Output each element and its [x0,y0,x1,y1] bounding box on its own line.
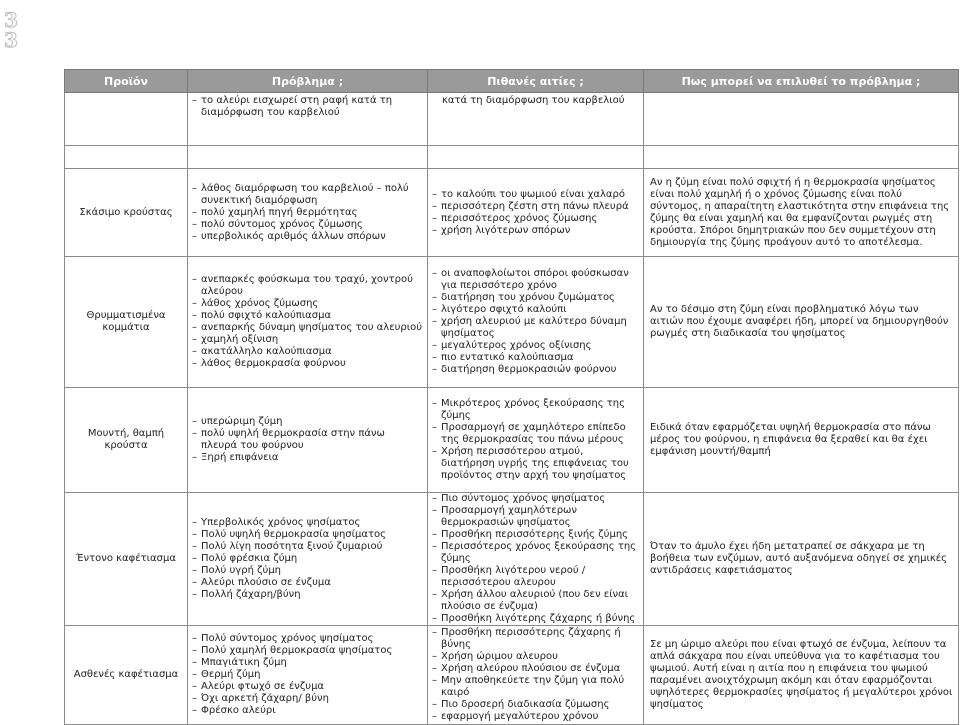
continuation-row [65,93,959,146]
list-item: – Φρέσκο αλεύρι [192,705,423,717]
list-item: – Περισσότερος χρόνος ξεκούρασης της ζύμης [432,541,639,565]
list-item: – διατήρηση του χρόνου ζυμώματος [432,292,639,304]
list-item: – περισσότερος χρόνος ζύμωσης [432,213,639,225]
list-item: – Μην αποθηκεύετε την ζύμη για πολύ καιρό [432,675,639,699]
problems-list [192,633,423,717]
cell-problems [188,493,428,626]
table-row [65,626,959,725]
list-item: – Αλεύρι πλούσιο σε ένζυμα [192,577,423,589]
problems-list [192,183,423,243]
cell-solution [644,93,959,146]
page-mark-digit: 3 [4,8,18,32]
spacer-row [65,146,959,169]
cell-problems [188,388,428,493]
list-item: – λάθος διαμόρφωση του καρβελιού – πολύ συνεκτική διαμόρφωση [192,183,423,207]
cell-product [65,93,188,146]
list-item: – διατήρηση θερμοκρασιών φούρνου [432,364,639,376]
list-item: – ακατάλληλο καλούπιασμα [192,346,423,358]
cell-causes [428,257,644,388]
list-item: – πιο εντατικό καλούπιασμα [432,352,639,364]
list-item: – Πολύ υψηλή θερμοκρασία ψησίματος [192,529,423,541]
product-name: Σκάσιμο κρούστας [65,169,188,257]
cell-solution: Αν το δέσιμο στη ζύμη είναι προβληματικό λόγω των αιτιών που έχουμε αναφέρει ήδη, μπορεί να δημιουργηθούν ρωγμές στη διαδικασία του ψησίματος [644,257,959,388]
list-item: – Πολύ χαμηλή θερμοκρασία ψησίματος [192,645,423,657]
list-item: – Προσθήκη λιγότερης ζάχαρης ή βύνης [432,613,639,625]
list-item: – Όχι αρκετή ζάχαρη/ βύνη [192,693,423,705]
problems-list [192,95,423,119]
cell-solution: Ειδικά όταν εφαρμόζεται υψηλή θερμοκρασία στο πάνω μέρος του φούρνου, η επιφάνεια θα ξεραθεί και θα έχει εμφάνιση μουντή/θαμπή [644,388,959,493]
list-item: – Χρήση περισσότερου ατμού, διατήρηση υγρής της επιφάνειας του προϊόντος στην αρχή του ψησίματος [432,446,639,482]
problems-list [192,274,423,370]
page-corner-mark [4,10,18,50]
list-item: – Πολύ σύντομος χρόνος ψησίματος [192,633,423,645]
cell-causes: κατά τη διαμόρφωση του καρβελιού [428,93,644,146]
list-item: – Πολύ λίγη ποσότητα ξινού ζυμαριού [192,541,423,553]
cell-causes [428,626,644,725]
list-item: – Προσθήκη περισσότερης ξινής ζύμης [432,529,639,541]
list-item: – Προσθήκη λιγότερου νερού / περισσότερου αλευρου [432,565,639,589]
header-product: Προϊόν [65,70,188,93]
causes-list [432,493,639,625]
list-item: – Χρήση αλεύρου πλούσιου σε ένζυμα [432,663,639,675]
cell-causes [428,388,644,493]
list-item: – χρήση λιγότερων σπόρων [432,225,639,237]
table-row [65,388,959,493]
causes-list [432,268,639,376]
list-item: – Ξηρή επιφάνεια [192,452,423,464]
list-item: – πολύ σύντομος χρόνος ζύμωσης [192,219,423,231]
list-item: – Χρήση άλλου αλευριού (που δεν είναι πλούσιο σε ένζυμα) [432,589,639,613]
list-item: – μεγαλύτερος χρόνος οξίνισης [432,340,639,352]
list-item: – ανεπαρκές φούσκωμα του τραχύ, χοντρού αλεύρου [192,274,423,298]
list-item: – Προσαρμογή σε χαμηλότερο επίπεδο της θερμοκρασίας του πάνω μέρους [432,422,639,446]
list-item: – Πολύ υγρή ζύμη [192,565,423,577]
cell-solution: Όταν το άμυλο έχει ήδη μετατραπεί σε σάκχαρα με τη βοήθεια των ενζύμων, αυτό αυξανόμενα οδηγεί σε χημικές αντιδράσεις καφετιάσματος [644,493,959,626]
list-item: – Πολλή ζάχαρη/βύνη [192,589,423,601]
table-row [65,169,959,257]
table-header-row [65,70,959,93]
list-item: – υπερβολικός αριθμός άλλων σπόρων [192,231,423,243]
list-item: – ανεπαρκής δύναμη ψησίματος του αλευριού [192,322,423,334]
list-item: – Πολύ φρέσκια ζύμη [192,553,423,565]
causes-list [432,627,639,723]
list-item: – χαμηλή οξίνιση [192,334,423,346]
list-item: – πολύ χαμηλή πηγή θερμότητας [192,207,423,219]
table-row [65,493,959,626]
list-item: – Χρήση ώριμου αλευρου [432,651,639,663]
header-solution: Πως μπορεί να επιλυθεί το πρόβλημα ; [644,70,959,93]
list-item: – οι αναποφλοίωτοι σπόροι φούσκωσαν για περισσότερο χρόνο [432,268,639,292]
list-item: – υπερώριμη ζύμη [192,416,423,428]
cell-problems [188,257,428,388]
list-item: – λιγότερο σφιχτό καλούπι [432,304,639,316]
list-item: – πολύ σφιχτό καλούπιασμα [192,310,423,322]
cell-solution: Αν η ζύμη είναι πολύ σφιχτή ή η θερμοκρασία ψησίματος είναι πολύ χαμηλή ή ο χρόνος ζύμωσης είναι πολύ σύντομος, η απαραίτητη ελαστικότητα στην επιφάνεια της ζύμης θα είναι χαμηλή και θα εμφανίζονται ρωγμές στη κρούστα. Σπόροι δημητριακών που δεν συμμετέχουν στη δημιουργία της ζύμης προάγουν αυτό το αποτέλεσμα. [644,169,959,257]
list-item: – Πιο σύντομος χρόνος ψησίματος [432,493,639,505]
product-name: Έντονο καφέτιασμα [65,493,188,626]
list-item: – εφαρμογή μεγαλύτερου χρόνου [432,711,639,723]
cell-causes [428,169,644,257]
list-item: – Πιο δροσερή διαδικασία ζύμωσης [432,699,639,711]
bread-problems-table [64,69,959,725]
header-causes: Πιθανές αιτίες ; [428,70,644,93]
list-item: – περισσότερη ζέστη στη πάνω πλευρά [432,201,639,213]
product-name: Μουντή, θαμπή κρούστα [65,388,188,493]
table-row [65,257,959,388]
problems-list [192,416,423,464]
list-item: – Προσαρμογή χαμηλότερων θερμοκρασιών ψησίματος [432,505,639,529]
page-mark-digit: 3 [4,28,18,52]
list-item: – λάθος χρόνος ζύμωσης [192,298,423,310]
list-item: – χρήση αλευριού με καλύτερο δύναμη ψησίματος [432,316,639,340]
list-item: – Υπερβολικός χρόνος ψησίματος [192,517,423,529]
causes-list [432,398,639,482]
cell-solution: Σε μη ώριμο αλεύρι που είναι φτωχό σε ένζυμα, λείπουν τα απλά σάκχαρα που είναι υπεύθυνα για το καφέτιασμα του ψωμιού. Αυτή είναι η αιτία που η επιφάνεια του ψωμιού παραμένει ανοιχτόχρωμη ακόμη και όταν εφαρμόζονται υψηλότερες θερμοκρασίες ψησίματος ή μεγαλύτεροι χρόνοι ψησίματος [644,626,959,725]
list-item: – Αλεύρι φτωχό σε ένζυμα [192,681,423,693]
list-item: – πολύ υψηλή θερμοκρασία στην πάνω πλευρά του φούρνου [192,428,423,452]
product-name: Θρυμματισμένα κομμάτια [65,257,188,388]
list-item: – Θερμή ζύμη [192,669,423,681]
cell-problems [188,626,428,725]
problems-list [192,517,423,601]
list-item: – το αλεύρι εισχωρεί στη ραφή κατά τη διαμόρφωση του καρβελιού [192,95,423,119]
cell-causes [428,493,644,626]
list-item: – το καλούπι του ψωμιού είναι χαλαρό [432,189,639,201]
header-problem: Πρόβλημα ; [188,70,428,93]
list-item: – λάθος θερμοκρασία φούρνου [192,358,423,370]
list-item: – Προσθήκη περισσότερης ζάχαρης ή βύνης [432,627,639,651]
cell-problems [188,169,428,257]
product-name: Ασθενές καφέτιασμα [65,626,188,725]
list-item: – Μπαγιάτικη ζύμη [192,657,423,669]
causes-list [432,189,639,237]
list-item: – Μικρότερος χρόνος ξεκούρασης της ζύμης [432,398,639,422]
cell-problems [188,93,428,146]
